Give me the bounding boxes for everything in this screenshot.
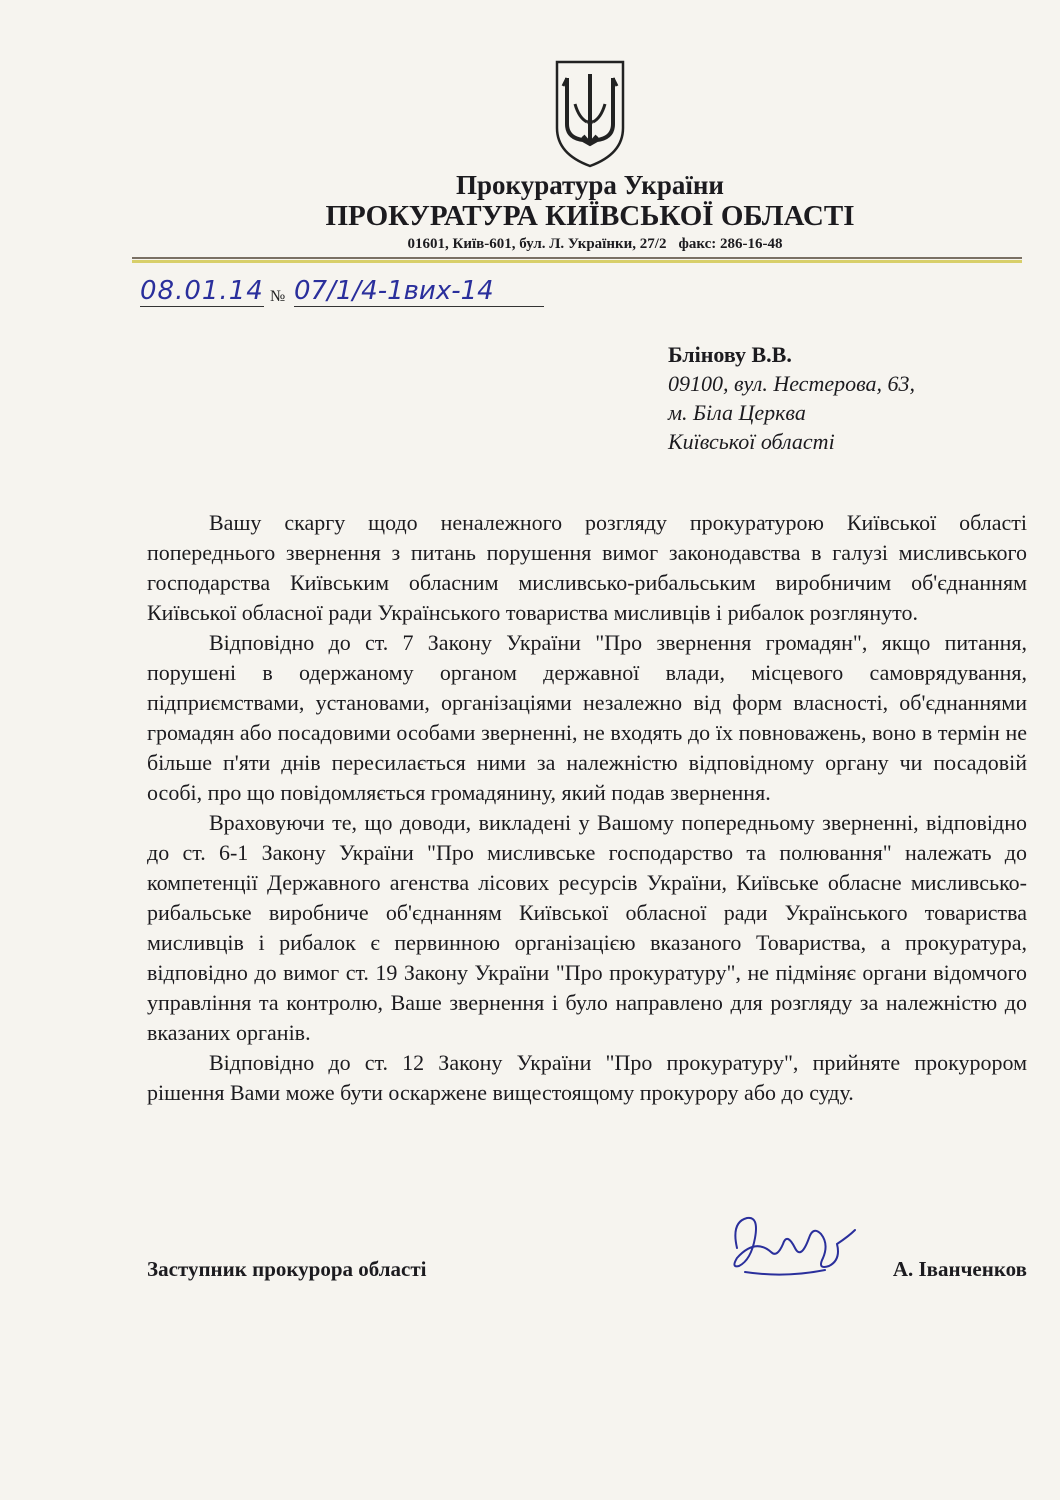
registration-number-label: № [270,288,286,305]
org-parent-name: Прокуратура України [456,170,724,200]
letter-body [147,508,1027,1108]
recipient-name: Блінову В.В. [668,342,792,367]
org-name: ПРОКУРАТУРА КИЇВСЬКОЇ ОБЛАСТІ [325,200,855,232]
trident-coat-of-arms-icon [553,58,627,170]
registration-line [140,272,540,312]
body-paragraph: Вашу скаргу щодо неналежного розгляду прокуратурою Київської області попереднього звернення з питань порушення вимог законодавства в галузі мисливського господарства Київським обласним мисливсько-рибальським виробничим об'єднанням Київської обласної ради Українського товариства мисливців і рибалок розглянуто. [147,510,1027,625]
org-fax: факс: 286-16-48 [678,236,783,252]
registration-number: 07/1/4-1вих-14 [294,276,544,307]
body-paragraph: Відповідно до ст. 12 Закону України "Про прокуратуру", прийняте прокурором рішення Вами може бути оскаржене вищестоящому прокурору або до суду. [147,1050,1027,1105]
recipient-block [668,340,915,456]
recipient-address-line: Київської області [668,429,835,454]
registration-date: 08.01.14 [140,276,264,306]
body-paragraph: Відповідно до ст. 7 Закону України "Про звернення громадян", якщо питання, порушені в одержаному органом державної влади, місцевого самоврядування, підприємствами, установами, організаціями незалежно від форм власності, об'єднаннями громадян або посадовими особами зверненні, не входять до їх повноважень, воно в термін не більше п'яти днів пересилається ними за належністю відповідному органу чи посадовій особі, про що повідомляється громадянину, який подав звернення. [147,630,1027,805]
recipient-address-line: м. Біла Церква [668,400,806,425]
org-address-line [0,236,1060,253]
signer-position: Заступник прокурора області [147,1257,427,1281]
signature-block [147,1257,1027,1297]
header-divider [132,257,1022,263]
org-address: 01601, Київ-601, бул. Л. Українки, 27/2 [407,236,667,252]
signer-name: А. Іванченков [892,1257,1027,1281]
recipient-address-line: 09100, вул. Нестерова, 63, [668,371,915,396]
body-paragraph: Враховуючи те, що доводи, викладені у Вашому попередньому зверненні, відповідно до ст. 6-1 Закону України "Про мисливське господарство та полювання" належать до компетенції Державного агенства лісових ресурсів України, Київське обласне мисливсько-рибальське виробниче об'єднанням Київської обласної ради Українського товариства мисливців і рибалок є первинною організацією вказаного Товариства, а прокуратура, відповідно до вимог ст. 19 Закону України "Про прокуратуру", не підміняє органи відомчого управління та контролю, Ваше звернення і було направлено для розгляду за належністю до вказаних органів. [147,810,1027,1045]
